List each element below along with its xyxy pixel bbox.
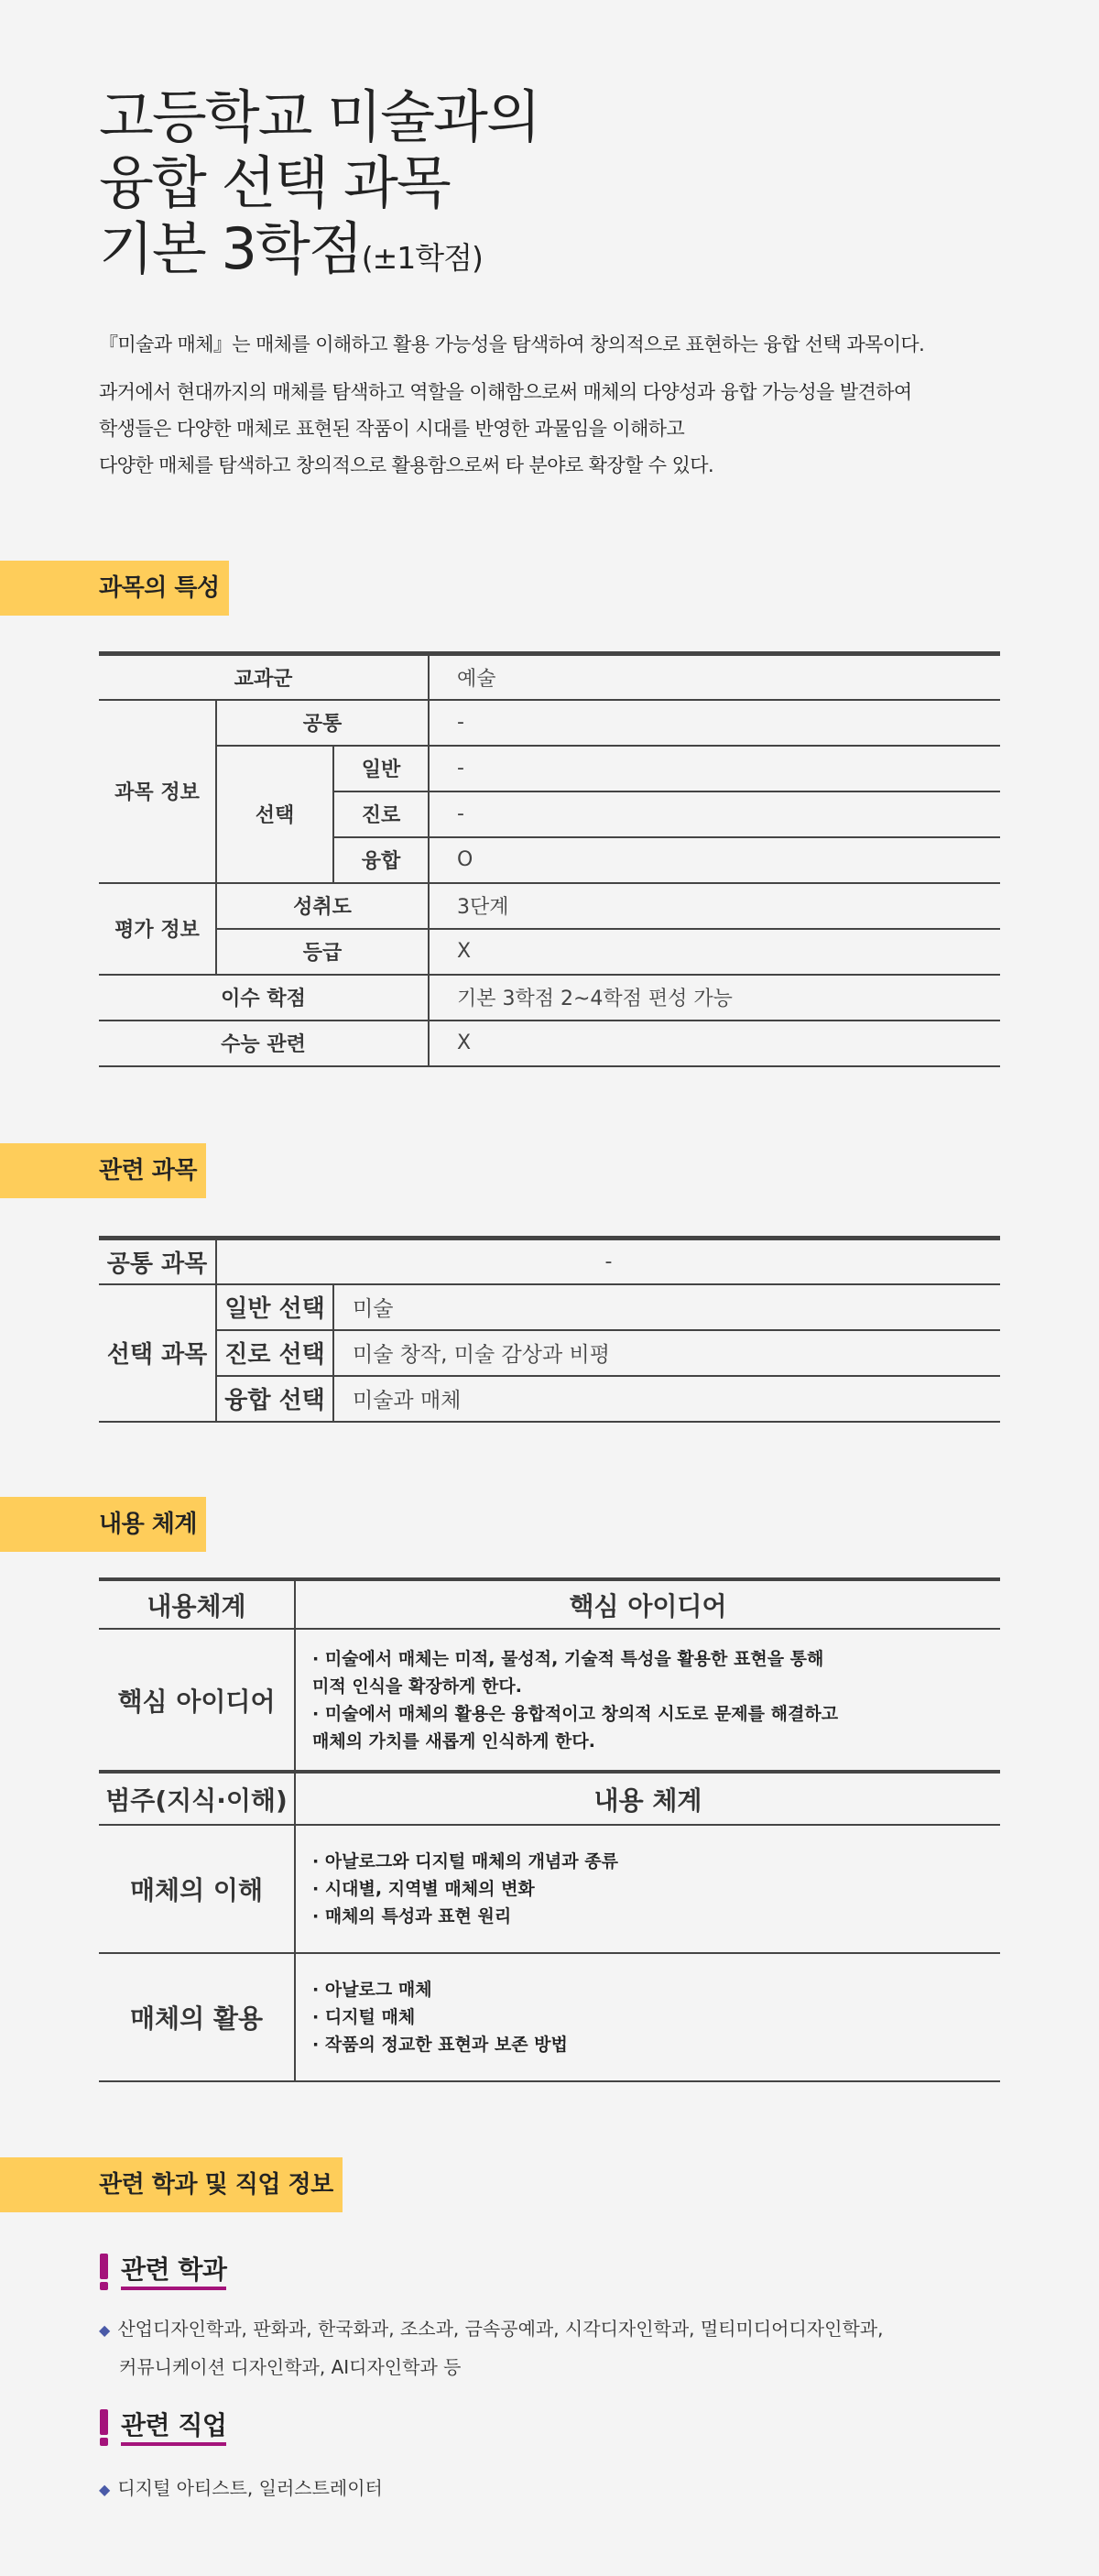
row-label: 교과군: [99, 654, 429, 700]
row-label: 과목 정보: [99, 700, 216, 883]
content-line: · 미술에서 매체는 미적, 물성적, 기술적 특성을 활용한 표현을 통해: [312, 1648, 824, 1669]
row-label: 평가 정보: [99, 883, 216, 975]
title-line-3: [99, 216, 539, 291]
column-header: 내용체계: [99, 1579, 295, 1629]
diamond-bullet-icon: ◆: [99, 2321, 111, 2339]
row-value: -: [429, 746, 1000, 791]
row-label: 매체의 이해: [99, 1825, 295, 1953]
section-badge-careers: 관련 학과 및 직업 정보: [0, 2157, 343, 2212]
row-label: 매체의 활용: [99, 1953, 295, 2081]
row-label: 일반 선택: [216, 1284, 333, 1330]
row-value: O: [429, 837, 1000, 883]
diamond-bullet-icon: ◆: [99, 2481, 111, 2498]
table-row: [99, 929, 1000, 975]
title-credits-range: (±1학점): [361, 240, 483, 276]
row-label: 이수 학점: [99, 975, 429, 1021]
row-content: [295, 1629, 1000, 1772]
table-row: [99, 1629, 1000, 1772]
column-header: 범주(지식·이해): [99, 1772, 295, 1825]
row-label: 일반: [333, 746, 429, 791]
row-value: -: [429, 700, 1000, 746]
row-value: 기본 3학점 2~4학점 편성 가능: [429, 975, 1000, 1021]
content-line: · 디지털 매체: [312, 2007, 416, 2027]
intro-paragraph-1: 『미술과 매체』는 매체를 이해하고 활용 가능성을 탐색하여 창의적으로 표현하는 융합 선택 과목이다.: [99, 333, 925, 355]
row-label: 등급: [216, 929, 429, 975]
table-row: [99, 1825, 1000, 1953]
row-content: [295, 1953, 1000, 2081]
title-line-1: 고등학교 미술과의: [99, 83, 539, 150]
row-label: 선택 과목: [99, 1284, 216, 1422]
row-value: -: [429, 791, 1000, 837]
list-item-text: 산업디자인학과, 판화과, 한국화과, 조소과, 금속공예과, 시각디자인학과, 멀티미디어디자인학과,: [117, 2318, 884, 2340]
content-line: · 시대별, 지역별 매체의 변화: [312, 1879, 535, 1899]
exclamation-icon: [99, 2409, 108, 2446]
related-jobs-list: [99, 2470, 1015, 2508]
row-value: X: [429, 929, 1000, 975]
row-label: 공통 과목: [99, 1239, 216, 1284]
content-line: 미적 인식을 확장하게 한다.: [312, 1675, 522, 1697]
intro-paragraph-2-line-3: 다양한 매체를 탐색하고 창의적으로 활용함으로써 타 분야로 확장할 수 있다.: [99, 454, 714, 476]
content-line: 매체의 가치를 새롭게 인식하게 한다.: [312, 1730, 595, 1752]
row-label: 공통: [216, 700, 429, 746]
row-value: -: [216, 1239, 1000, 1284]
list-item: [99, 2310, 1015, 2349]
section-badge-characteristics: 과목의 특성: [0, 561, 229, 616]
related-departments-title: 관련 학과: [121, 2254, 226, 2290]
content-line: · 미술에서 매체의 활용은 융합적이고 창의적 시도로 문제를 해결하고: [312, 1703, 839, 1724]
title-line-2: 융합 선택 과목: [99, 149, 450, 216]
row-value: 3단계: [429, 883, 1000, 929]
table-row: [99, 746, 1000, 791]
row-label: 진로 선택: [216, 1330, 333, 1376]
row-label: 수능 관련: [99, 1021, 429, 1066]
list-item-text: 디지털 아티스트, 일러스트레이터: [117, 2477, 383, 2499]
related-jobs-heading: [99, 2409, 226, 2446]
characteristics-table: [99, 651, 1000, 1067]
table-row: [99, 700, 1000, 746]
related-departments-list: [99, 2310, 1015, 2385]
table-row: [99, 1330, 1000, 1376]
row-value: 예술: [429, 654, 1000, 700]
table-row: [99, 1376, 1000, 1422]
row-label: 선택: [216, 746, 333, 883]
row-value: 미술 창작, 미술 감상과 비평: [333, 1330, 1000, 1376]
table-row: [99, 654, 1000, 700]
table-row: [99, 1021, 1000, 1066]
row-value: X: [429, 1021, 1000, 1066]
table-row: [99, 1579, 1000, 1629]
page-title: [99, 84, 539, 291]
title-credits: 기본 3학점: [99, 215, 362, 282]
table-row: [99, 1239, 1000, 1284]
column-header: 핵심 아이디어: [295, 1579, 1000, 1629]
intro-paragraph-2-line-1: 과거에서 현대까지의 매체를 탐색하고 역할을 이해함으로써 매체의 다양성과 융합 가능성을 발견하여: [99, 381, 912, 403]
exclamation-icon: [99, 2254, 108, 2290]
row-label: 융합 선택: [216, 1376, 333, 1422]
table-row: [99, 883, 1000, 929]
table-row: [99, 1953, 1000, 2081]
content-line: · 아날로그와 디지털 매체의 개념과 종류: [312, 1851, 618, 1872]
table-row: [99, 1772, 1000, 1825]
list-item: [99, 2470, 1015, 2508]
section-badge-related-subjects: 관련 과목: [0, 1143, 206, 1198]
table-row: [99, 1284, 1000, 1330]
row-content: [295, 1825, 1000, 1953]
row-label: 진로: [333, 791, 429, 837]
row-label: 성취도: [216, 883, 429, 929]
column-header: 내용 체계: [295, 1772, 1000, 1825]
related-jobs-title: 관련 직업: [121, 2409, 226, 2446]
intro-text: [99, 326, 1070, 484]
intro-paragraph-2-line-2: 학생들은 다양한 매체로 표현된 작품이 시대를 반영한 과물임을 이해하고: [99, 418, 685, 440]
row-value: 미술: [333, 1284, 1000, 1330]
row-value: 미술과 매체: [333, 1376, 1000, 1422]
content-line: · 작품의 정교한 표현과 보존 방법: [312, 2035, 568, 2055]
content-system-table: [99, 1577, 1000, 2082]
content-line: · 아날로그 매체: [312, 1980, 432, 2000]
related-departments-heading: [99, 2254, 226, 2290]
row-label: 핵심 아이디어: [99, 1629, 295, 1772]
section-badge-content-system: 내용 체계: [0, 1497, 206, 1552]
related-subjects-table: [99, 1236, 1000, 1423]
table-row: [99, 975, 1000, 1021]
content-line: · 매체의 특성과 표현 원리: [312, 1906, 512, 1927]
list-item-continuation: 커뮤니케이션 디자인학과, AI디자인학과 등: [119, 2356, 462, 2378]
row-label: 융합: [333, 837, 429, 883]
